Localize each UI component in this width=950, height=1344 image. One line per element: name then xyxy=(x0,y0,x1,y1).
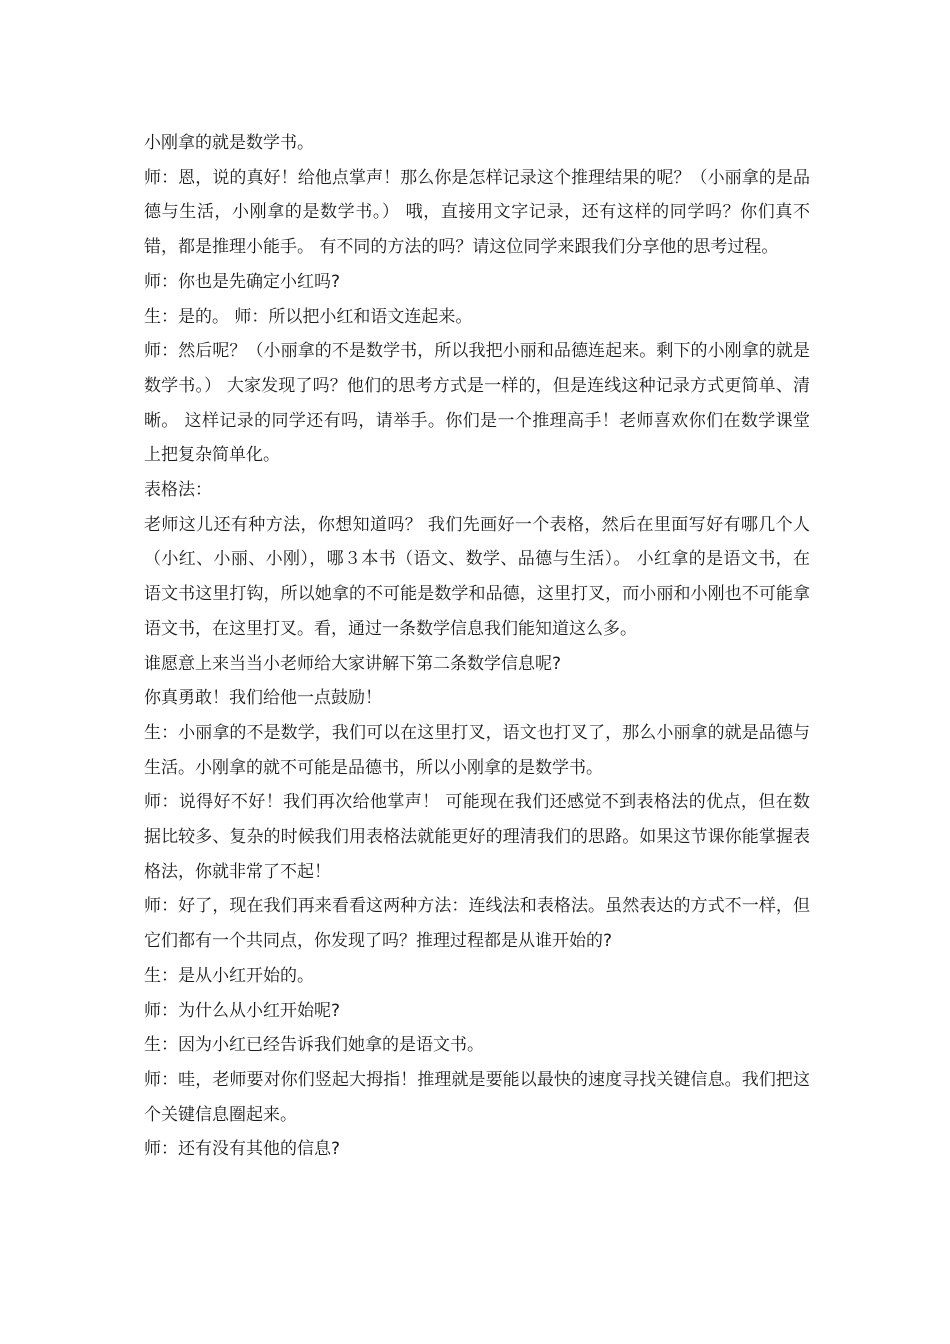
paragraph: 师：哇，老师要对你们竖起大拇指！推理就是要能以最快的速度寻找关键信息。我们把这个关键信息圈起来。 xyxy=(144,1069,810,1125)
paragraph: 你真勇敢！我们给他一点鼓励！ xyxy=(144,688,382,709)
paragraph: 师：然后呢？（小丽拿的不是数学书，所以我把小丽和品德连起来。剩下的小刚拿的就是数学书。） 大家发现了吗？他们的思考方式是一样的，但是连线这种记录方式更简单、清晰。 这样记录的同学还有吗，请举手。你们是一个推理高手！老师喜欢你们在数学课堂上把复杂简单化。 xyxy=(144,341,810,466)
paragraph: 生：小丽拿的不是数学，我们可以在这里打叉，语文也打叉了，那么小丽拿的就是品德与生活。小刚拿的就不可能是品德书，所以小刚拿的是数学书。 xyxy=(144,722,810,778)
paragraph: 生：是的。 师：所以把小红和语文连起来。 xyxy=(144,306,473,327)
paragraph: 谁愿意上来当当小老师给大家讲解下第二条数学信息呢? xyxy=(144,653,562,674)
paragraph: 师：恩，说的真好！给他点掌声！那么你是怎样记录这个推理结果的呢？（小丽拿的是品德与生活，小刚拿的是数学书。） 哦，直接用文字记录，还有这样的同学吗？你们真不错，都是推理小能手。 有不同的方法的吗？请这位同学来跟我们分享他的思考过程。 xyxy=(144,167,810,258)
paragraph: 师：好了，现在我们再来看看这两种方法：连线法和表格法。虽然表达的方式不一样，但它们都有一个共同点，你发现了吗？推理过程都是从谁开始的? xyxy=(144,896,810,952)
paragraph: 师：你也是先确定小红吗? xyxy=(144,271,341,292)
paragraph: 表格法： xyxy=(144,480,212,501)
paragraph: 师：说得好不好！我们再次给他掌声！ 可能现在我们还感觉不到表格法的优点，但在数据比较多、复杂的时候我们用表格法就能更好的理清我们的思路。如果这节课你能掌握表格法，你就非常了不起！ xyxy=(144,792,810,882)
paragraph: 生：因为小红已经告诉我们她拿的是语文书。 xyxy=(144,1035,484,1056)
paragraph: 师：为什么从小红开始呢? xyxy=(144,1000,341,1021)
paragraph: 老师这儿还有种方法，你想知道吗？ 我们先画好一个表格，然后在里面写好有哪几个人（小红、小丽、小刚），哪３本书（语文、数学、品德与生活）。 小红拿的是语文书，在语文书这里打钩，所以她拿的不可能是数学和品德，这里打叉，而小丽和小刚也不可能拿语文书，在这里打叉。看，通过一条数学信息我们能知道这么多。 xyxy=(144,514,810,639)
document-body xyxy=(144,126,810,1167)
paragraph: 师：还有没有其他的信息? xyxy=(144,1139,341,1160)
paragraph: 生：是从小红开始的。 xyxy=(144,965,314,986)
paragraph: 小刚拿的就是数学书。 xyxy=(144,133,314,153)
